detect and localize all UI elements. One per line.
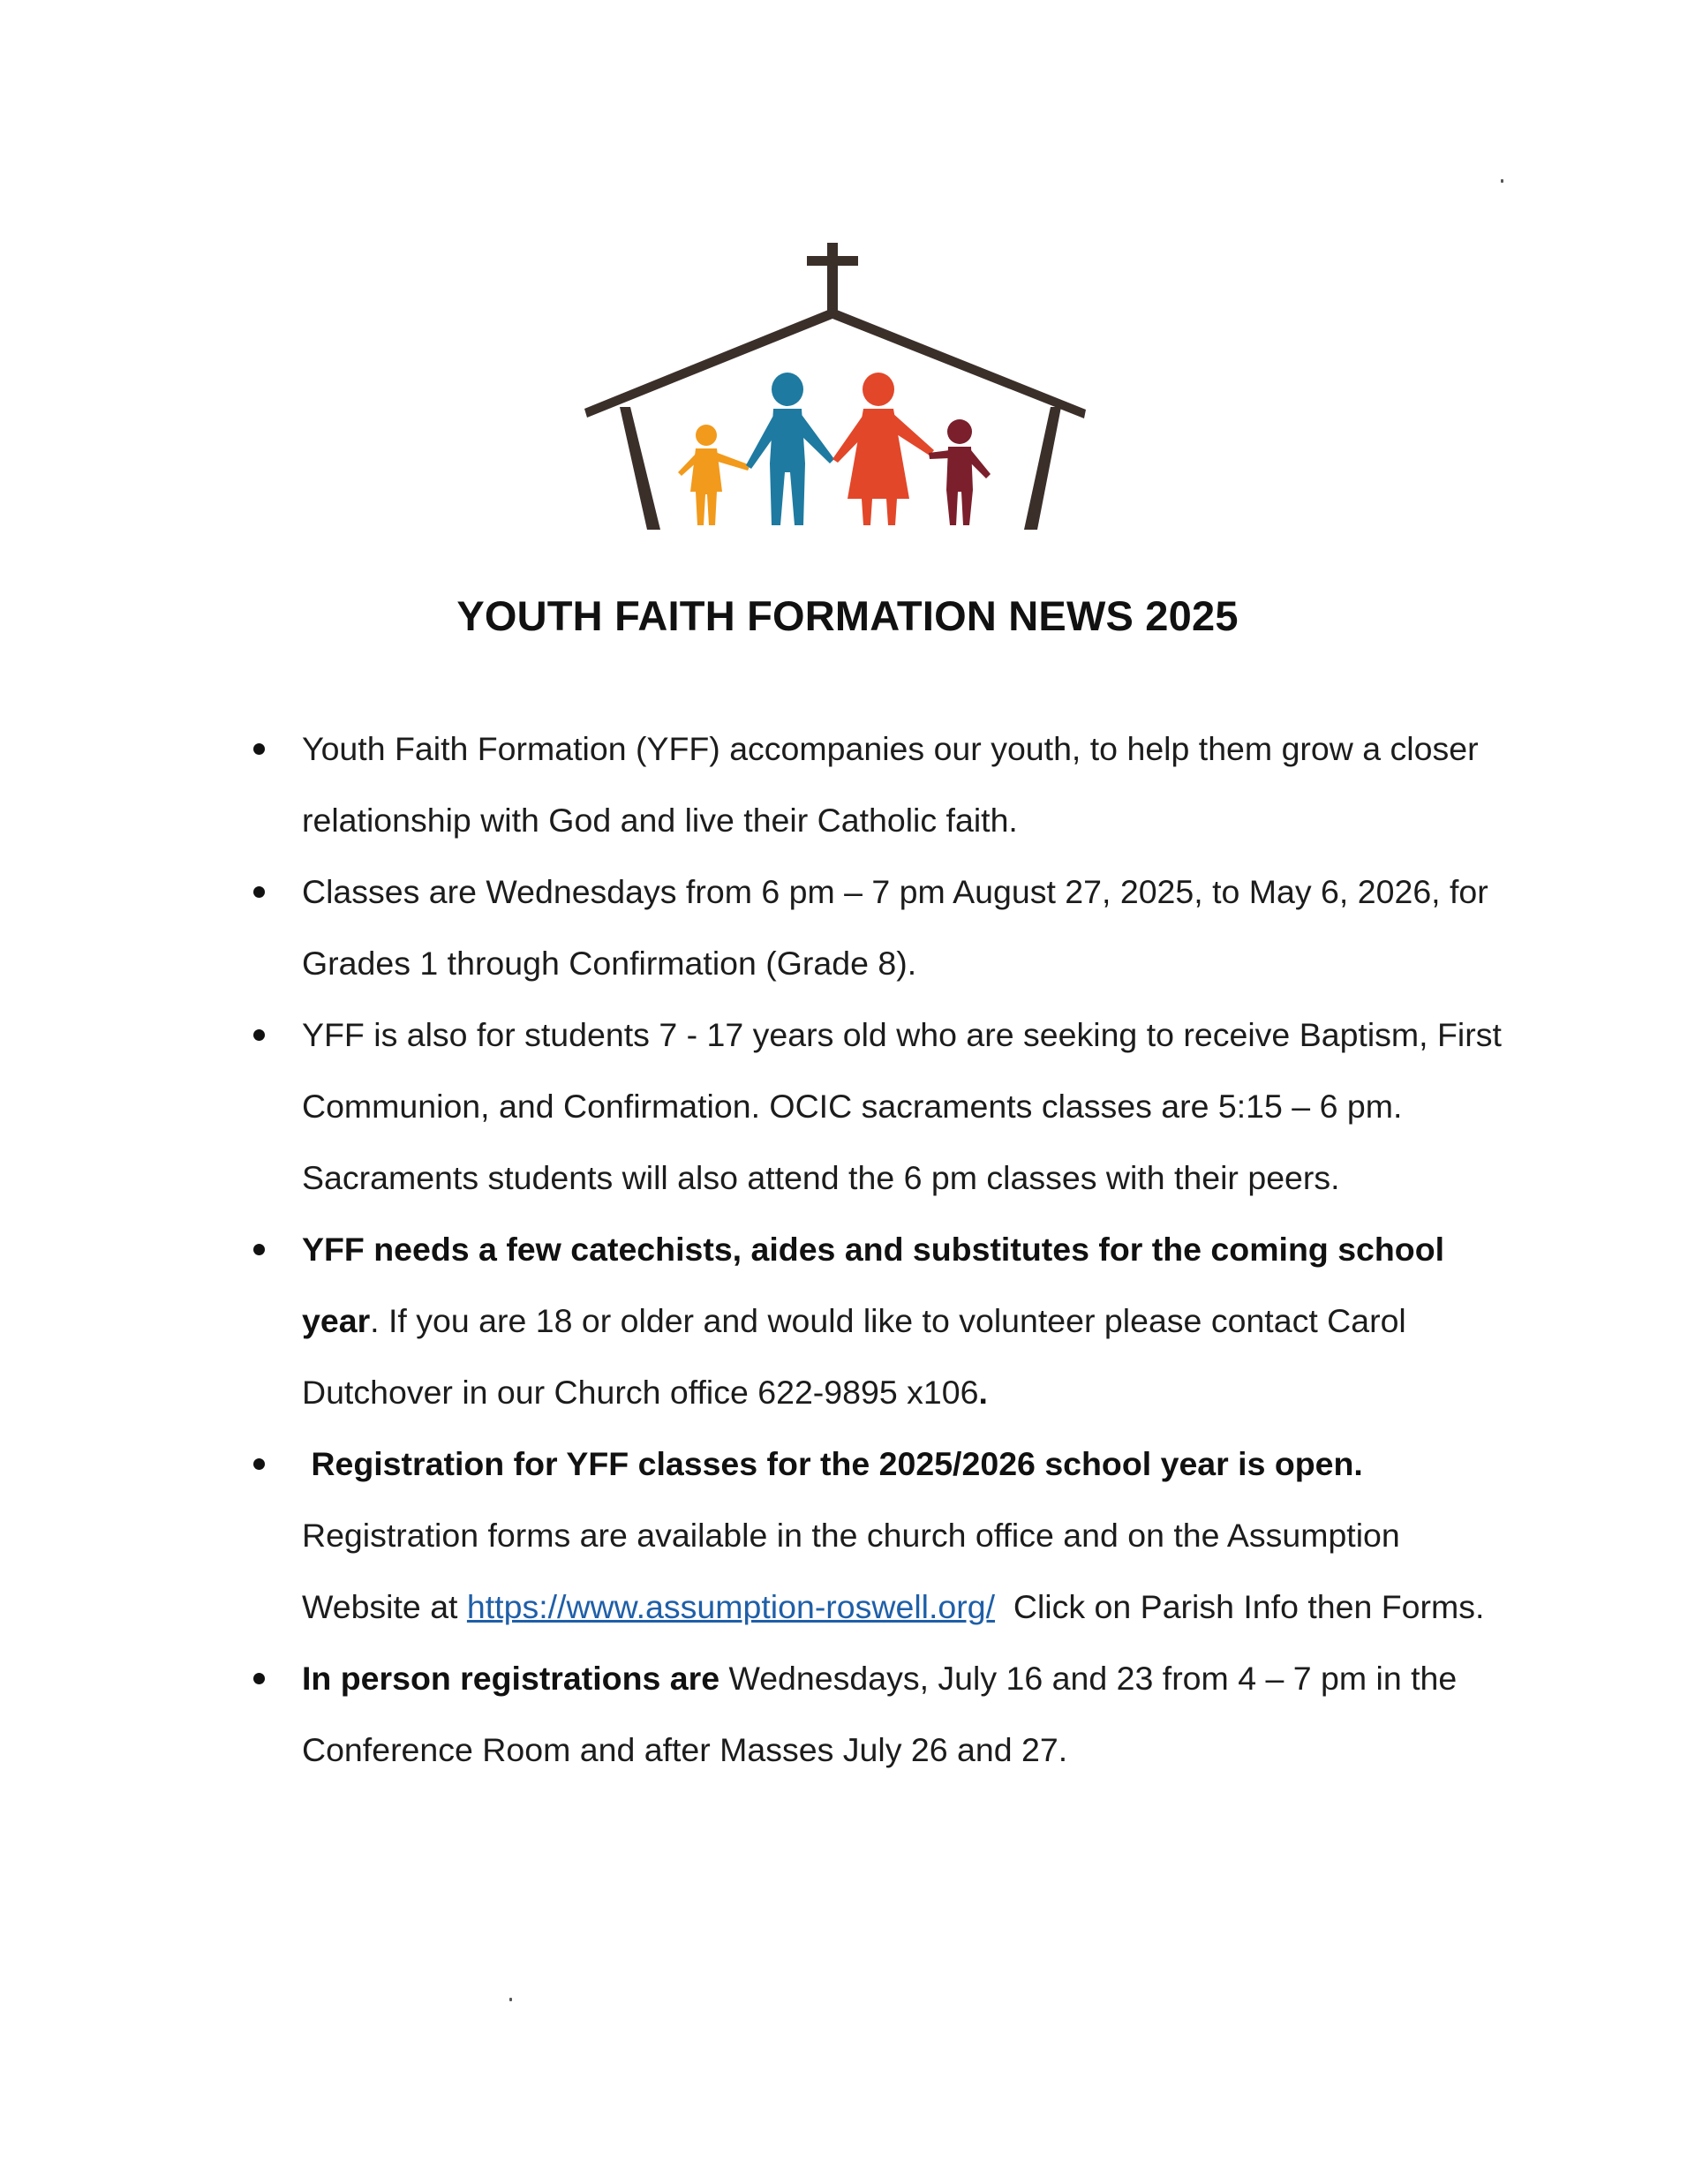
item-text: Classes are Wednesdays from 6 pm – 7 pm August 27, 2025, to May 6, 2026, for Grades 1 through Confirmation (Grade 8). bbox=[302, 873, 1488, 982]
list-item bbox=[0, 856, 1520, 999]
website-link[interactable]: https://www.assumption-roswell.org/ bbox=[466, 1588, 996, 1625]
scan-speck bbox=[1501, 179, 1503, 183]
list-item bbox=[0, 1428, 1520, 1643]
list-item bbox=[0, 1214, 1520, 1428]
item-text: . If you are 18 or older and would like to volunteer please contact Carol Dutchover in our Church office 622-9895 x106 bbox=[302, 1302, 1406, 1411]
item-bold-text: In person registrations are bbox=[302, 1660, 720, 1697]
item-text-after: Click on Parish Info then Forms. bbox=[995, 1588, 1485, 1625]
list-item bbox=[0, 713, 1520, 856]
page-title: YOUTH FAITH FORMATION NEWS 2025 bbox=[456, 592, 1239, 639]
bullet-icon bbox=[253, 1029, 265, 1041]
list-item bbox=[0, 999, 1520, 1214]
bullet-icon bbox=[253, 1244, 265, 1255]
bullet-icon bbox=[253, 1673, 265, 1684]
item-text: Wednesdays, July 16 and 23 from 4 – 7 pm in the Conference Room and after Masses July 26 and 27. bbox=[302, 1660, 1458, 1768]
item-text: YFF is also for students 7 - 17 years old who are seeking to receive Baptism, First Communion, and Confirmation. OCIC sacraments classes are 5:15 – 6 pm. Sacraments students will also attend the 6 pm classes with their peers. bbox=[302, 1016, 1502, 1196]
item-bold-text: YFF needs a few catechists, aides and substitutes for the coming school year bbox=[302, 1231, 1445, 1339]
bullet-icon bbox=[253, 743, 265, 755]
bullet-icon bbox=[253, 1458, 265, 1470]
church-family-icon bbox=[583, 234, 1086, 534]
bullet-icon bbox=[253, 886, 265, 898]
item-bold-end: . bbox=[978, 1374, 988, 1411]
item-text: Youth Faith Formation (YFF) accompanies our youth, to help them grow a closer relationship with God and live their Catholic faith. bbox=[302, 730, 1479, 839]
scan-speck bbox=[509, 1998, 512, 2001]
item-text: Registration forms are available in the church office and on the Assumption Website at bbox=[302, 1517, 1400, 1625]
item-bold-text: Registration for YFF classes for the 2025/2026 school year is open. bbox=[302, 1445, 1363, 1482]
list-item bbox=[0, 1643, 1520, 1786]
news-list bbox=[0, 713, 1695, 1786]
